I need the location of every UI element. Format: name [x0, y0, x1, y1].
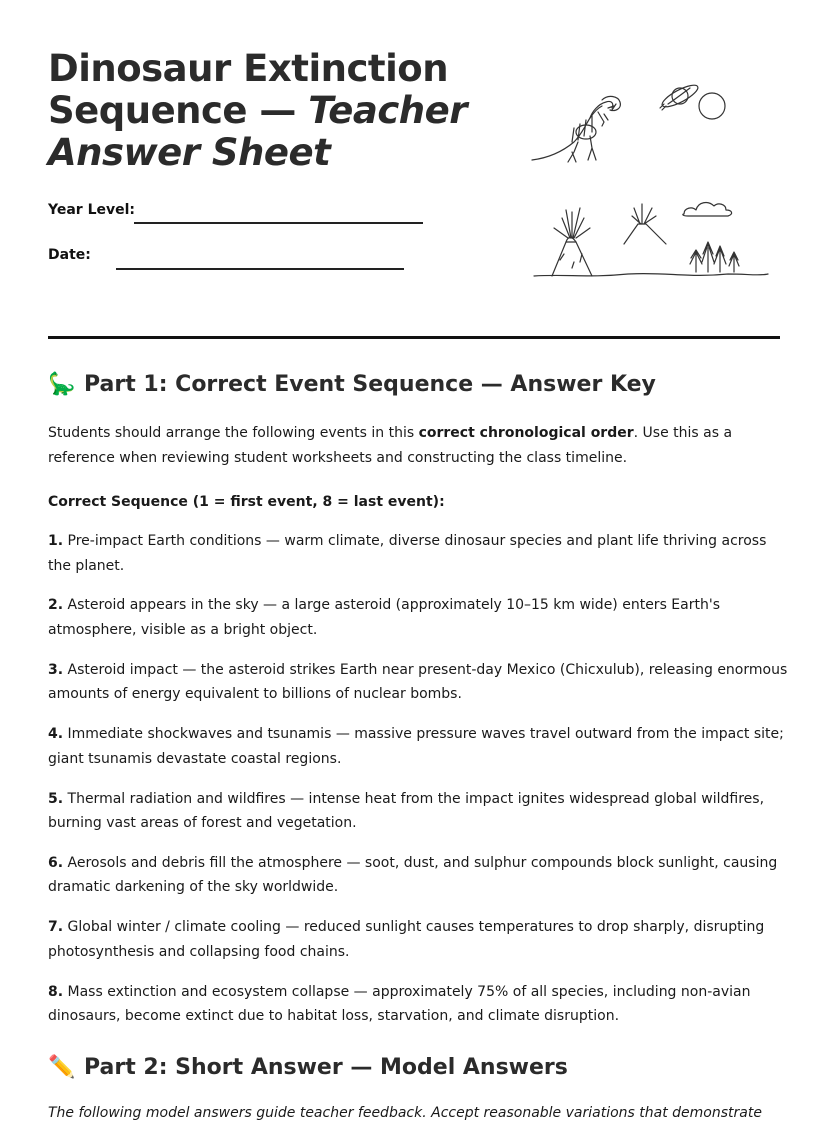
part2-heading: [48, 1055, 568, 1080]
part1-intro: [48, 421, 788, 471]
title-line-3: Answer Sheet: [48, 131, 331, 174]
list-item: 2. Asteroid appears in the sky — a large asteroid (approximately 10–15 km wide) enters Earth's atmosphere, visible as a bright object.: [48, 597, 720, 638]
list-item: 6. Aerosols and debris fill the atmosphere — soot, dust, and sulphur compounds block sunlight, causing dramatic darkening of the sky worldwide.: [48, 854, 778, 896]
event-sequence-list: [48, 529, 788, 1044]
planet-icon: [660, 81, 701, 110]
list-item: 3. Asteroid impact — the asteroid strikes Earth near present-day Mexico (Chicxulub), releasing enormous amounts of energy equivalent to billions of nuclear bombs.: [48, 661, 788, 703]
part2-intro: The following model answers guide teacher feedback. Accept reasonable variations that demonstrate: [48, 1105, 762, 1121]
list-item: 7. Global winter / climate cooling — reduced sunlight causes temperatures to drop sharply, disrupting photosynthesis and collapsing food chains.: [48, 919, 765, 960]
title-line-2-italic: Teacher: [308, 89, 467, 132]
ground-line-icon: [534, 274, 768, 276]
part1-heading: [48, 372, 656, 397]
sequence-heading: Correct Sequence (1 = first event, 8 = last event):: [48, 494, 445, 510]
list-item: 1. Pre-impact Earth conditions — warm climate, diverse dinosaur species and plant life thriving across the planet.: [48, 533, 767, 574]
part1-intro-after: . Use this as a reference when reviewing student worksheets and constructing the class timeline.: [48, 425, 733, 466]
dinosaur-skeleton-icon: [532, 96, 620, 162]
erupting-volcano-small-icon: [624, 204, 666, 244]
header-divider: [48, 336, 780, 339]
title-line-2-prefix: Sequence —: [48, 89, 309, 132]
year-level-label: Year Level:: [48, 202, 136, 218]
part1-heading-text: Part 1: Correct Event Sequence — Answer Key: [84, 372, 656, 397]
erupting-volcano-large-icon: [552, 208, 592, 276]
dinosaur-scene-illustration: [528, 78, 770, 288]
date-label: Date:: [48, 247, 91, 263]
pencil-icon: ✏️: [48, 1055, 76, 1080]
year-level-field[interactable]: [134, 222, 423, 224]
list-item: 5. Thermal radiation and wildfires — intense heat from the impact ignites widespread global wildfires, burning vast areas of forest and vegetation.: [48, 790, 765, 832]
page-title: [48, 48, 508, 174]
list-item: 8. Mass extinction and ecosystem collapse — approximately 75% of all species, including non-avian dinosaurs, become extinct due to habitat loss, starvation, and climate disruption.: [48, 983, 751, 1025]
moon-icon: [699, 93, 725, 119]
part1-intro-bold: correct chronological order: [418, 425, 634, 441]
date-field[interactable]: [116, 268, 404, 270]
dinosaur-icon: 🦕: [48, 372, 76, 397]
list-item: 4. Immediate shockwaves and tsunamis — massive pressure waves travel outward from the impact site; giant tsunamis devastate coastal regions.: [48, 726, 784, 767]
title-line-1: Dinosaur Extinction: [48, 47, 449, 90]
part2-heading-text: Part 2: Short Answer — Model Answers: [84, 1055, 568, 1080]
part1-intro-before: Students should arrange the following events in this: [48, 425, 419, 441]
trees-icon: [690, 242, 739, 272]
cloud-icon: [683, 203, 732, 216]
